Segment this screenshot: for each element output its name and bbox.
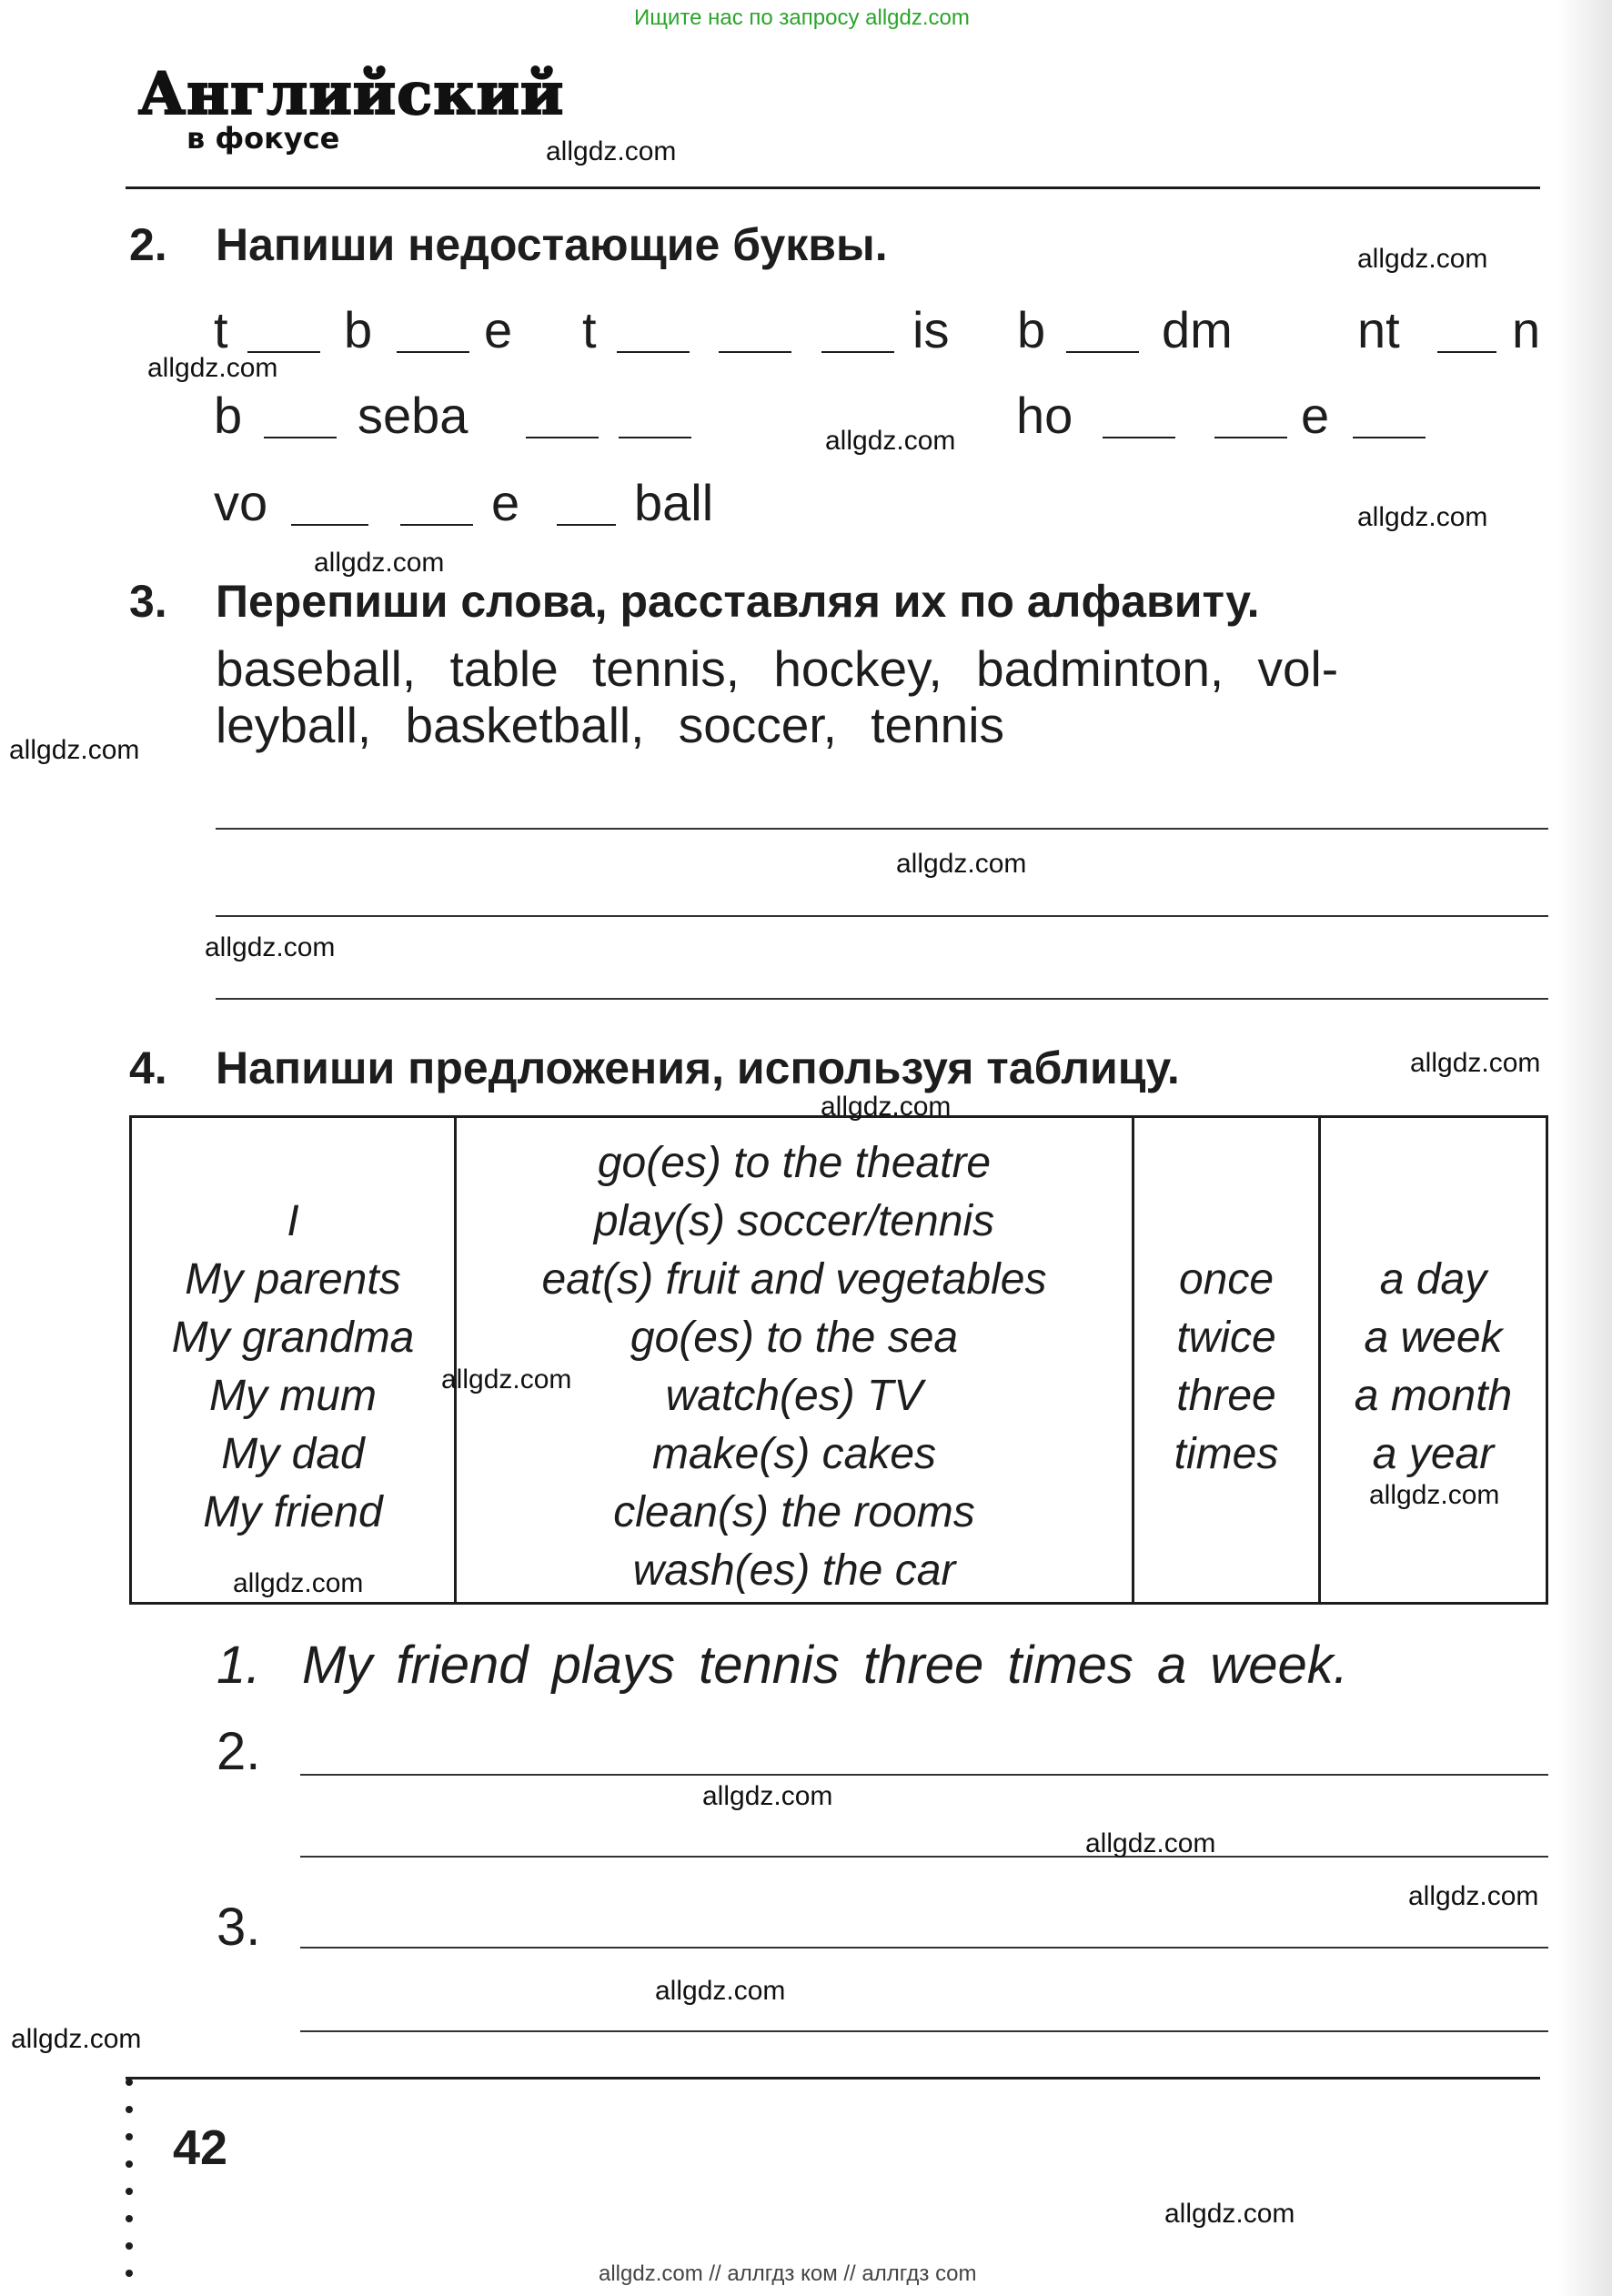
task2-l1-letter: b [1017,301,1046,358]
blank[interactable] [1437,351,1496,353]
watermark: allgdz.com [821,1092,952,1122]
watermark: allgdz.com [546,136,677,166]
writing-line[interactable] [300,1947,1548,1949]
task3-words-line1: baseball, table tennis, hockey, badminton, vol- [216,640,1339,697]
task2-l3-letters: ball [634,474,714,531]
logo-subtitle: в фокусе [186,121,340,156]
task2-l1-letter: b [344,301,373,358]
page-number: 42 [173,2120,228,2175]
task2-l3-letters: vo [214,474,268,531]
action-cell: make(s) cakes [651,1430,937,1478]
footer-rule [126,2077,1540,2079]
blank[interactable] [617,351,690,353]
subject-cell: I [287,1197,299,1245]
header-link[interactable]: Ищите нас по запросу allgdz.com [634,5,970,30]
answer-number: 3. [217,1898,261,1957]
watermark: allgdz.com [233,1568,364,1598]
blank[interactable] [264,437,337,438]
subject-cell: My friend [203,1488,383,1536]
watermark: allgdz.com [147,353,278,383]
task2-l2-letters: ho [1016,387,1073,444]
action-cell: play(s) soccer/tennis [593,1197,995,1245]
watermark: allgdz.com [655,1976,786,2006]
task2-l1-letters: nt [1357,301,1400,358]
task2-l1-letters: dm [1162,301,1233,358]
writing-line[interactable] [300,2030,1548,2032]
frequency-cell: three [1176,1372,1276,1420]
task2-l1-letters: is [912,301,950,358]
blank[interactable] [821,351,894,353]
task3-number: 3. [129,576,167,627]
frequency-cell: times [1174,1430,1279,1478]
period-cell: a week [1364,1314,1503,1362]
subject-cell: My parents [185,1255,401,1304]
period-cell: a month [1354,1372,1513,1420]
writing-line[interactable] [216,998,1548,1000]
action-cell: wash(es) the car [632,1546,956,1595]
period-cell: a day [1379,1255,1487,1304]
blank[interactable] [400,524,473,526]
watermark: allgdz.com [441,1365,572,1395]
blank[interactable] [397,351,469,353]
periods-column [1320,1117,1547,1604]
action-cell: go(es) to the sea [630,1314,959,1362]
blank[interactable] [619,437,691,438]
frequency-cell: once [1178,1255,1274,1304]
writing-line[interactable] [216,828,1548,830]
task2-l2-letter: b [214,387,243,444]
footer-links[interactable]: allgdz.com // аллгдз ком // аллгдз com [599,2261,977,2286]
blank[interactable] [526,437,599,438]
task2-l2-letters: seba [358,387,468,444]
answer-text: My friend plays tennis three times a week. [302,1636,1348,1695]
watermark: allgdz.com [702,1781,833,1811]
logo-title: Английский [138,60,565,128]
blank[interactable] [291,524,368,526]
task3-words-line2: leyball, basketball, soccer, tennis [216,697,1004,753]
watermark: allgdz.com [1357,244,1488,274]
watermark: allgdz.com [205,932,336,962]
task2-l3-letter: e [491,474,520,531]
blank[interactable] [1103,437,1175,438]
answer-number: 2. [217,1722,261,1781]
watermark: allgdz.com [1408,1881,1539,1911]
task4-number: 4. [129,1042,167,1093]
watermark: allgdz.com [896,849,1027,879]
writing-line[interactable] [300,1774,1548,1776]
action-cell: go(es) to the theatre [597,1139,992,1187]
actions-column [456,1117,1133,1604]
blank[interactable] [719,351,791,353]
writing-line[interactable] [216,915,1548,917]
subjects-column [131,1117,456,1604]
page-edge-shadow [1557,0,1612,2296]
subject-cell: My grandma [171,1314,415,1362]
watermark: allgdz.com [1369,1480,1500,1510]
blank[interactable] [1353,437,1426,438]
watermark: allgdz.com [1410,1048,1541,1078]
watermark: allgdz.com [1085,1828,1216,1858]
watermark: allgdz.com [314,548,445,578]
watermark: allgdz.com [11,2024,142,2054]
task2-text: Напиши недостающие буквы. [216,219,888,270]
frequency-cell: twice [1176,1314,1276,1362]
task3-text: Перепиши слова, расставляя их по алфавиту. [216,576,1260,627]
task2-l1-letter: n [1512,301,1541,358]
action-cell: watch(es) TV [665,1372,923,1420]
frequency-column [1133,1117,1320,1604]
blank[interactable] [1214,437,1287,438]
header-rule [126,186,1540,189]
writing-line[interactable] [300,1856,1548,1858]
task2-l1-letter: t [582,301,597,358]
subject-cell: My dad [221,1430,365,1478]
sentence-table [129,1115,1548,1605]
dotted-margin [126,2079,135,2296]
subject-cell: My mum [209,1372,377,1420]
task2-l2-letter: e [1301,387,1330,444]
task2-l1-letter: e [484,301,513,358]
task4-text: Напиши предложения, используя таблицу. [216,1042,1180,1093]
blank[interactable] [1066,351,1139,353]
action-cell: eat(s) fruit and vegetables [541,1255,1047,1304]
period-cell: a year [1372,1430,1495,1478]
watermark: allgdz.com [9,735,140,765]
blank[interactable] [557,524,616,526]
task2-l1-letter: t [214,301,228,358]
task2-number: 2. [129,219,167,270]
answer-number: 1. [217,1636,261,1695]
watermark: allgdz.com [1164,2199,1295,2229]
watermark: allgdz.com [825,426,956,456]
action-cell: clean(s) the rooms [613,1488,975,1536]
watermark: allgdz.com [1357,502,1488,532]
